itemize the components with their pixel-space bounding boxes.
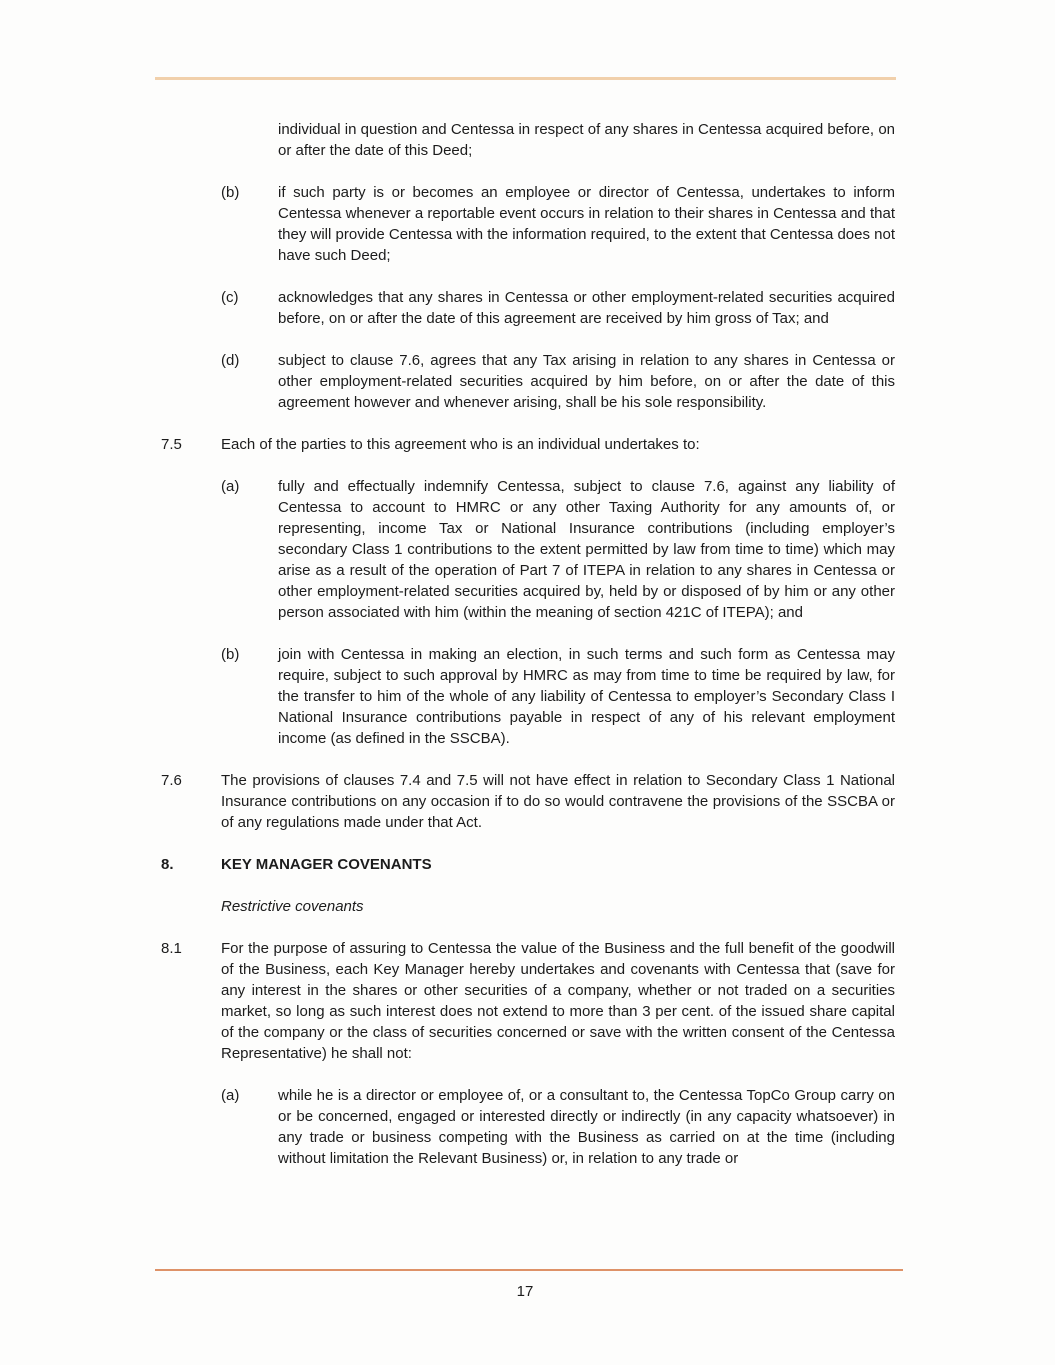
subclause-text: join with Centessa in making an election, in such terms and such form as Centessa may require, subject to such approval by HMRC as may from time to time be required by law, for the transfer to him of the whole of any liability of Centessa to employer’s Secondary Class I National Insurance contributions payable in respect of any of his relevant employment income (as defined in the SSCBA).	[278, 646, 895, 747]
paragraph-continuation	[278, 119, 895, 161]
subclause-label: (b)	[221, 184, 240, 201]
subclause-text: subject to clause 7.6, agrees that any Tax arising in relation to any shares in Centessa or other employment-related securities acquired by him before, on or after the date of this agreement however and whenever arising, shall be his sole responsibility.	[278, 352, 895, 411]
clause-text: Each of the parties to this agreement who is an individual undertakes to:	[221, 436, 700, 453]
subclause-label: (d)	[221, 352, 240, 369]
subclause-text: fully and effectually indemnify Centessa, subject to clause 7.6, against any liability of Centessa to account to HMRC or any other Taxing Authority for any amounts of, or representing, income Tax or National Insurance contributions (including employer’s secondary Class 1 contributions to the extent permitted by law from time to time) which may arise as a result of the operation of Part 7 of ITEPA in relation to any shares in Centessa or other employment-related securities acquired by, held by or disposed of by him or any other person associated with him (within the meaning of section 421C of ITEPA); and	[278, 478, 895, 621]
clause-8-1	[155, 938, 895, 1064]
subclause-b	[221, 182, 895, 266]
clause-number: 7.5	[161, 436, 182, 453]
section-title: KEY MANAGER COVENANTS	[221, 856, 432, 873]
subclause-b2	[221, 644, 895, 749]
subclause-text: while he is a director or employee of, or a consultant to, the Centessa TopCo Group carry on or be concerned, engaged or interested directly or indirectly (in any capacity whatsoever) in any trade or business competing with the Business as carried on at the time (including without limitation the Relevant Business) or, in relation to any trade or	[278, 1087, 895, 1167]
subclause-label: (c)	[221, 289, 239, 306]
subclause-text: if such party is or becomes an employee or director of Centessa, undertakes to inform Centessa whenever a reportable event occurs in relation to their shares in Centessa and that they will provide Centessa with the information required, to the extent that Centessa does not have such Deed;	[278, 184, 896, 264]
clause-number: 7.6	[161, 772, 182, 789]
clause-7-5	[155, 434, 895, 455]
clause-text: The provisions of clauses 7.4 and 7.5 will not have effect in relation to Secondary Class 1 National Insurance contributions on any occasion if to do so would contravene the provisions of the SSCBA or of any regulations made under that Act.	[221, 772, 895, 831]
subclause-label: (b)	[221, 646, 240, 663]
subclause-a	[221, 476, 895, 623]
subclause-d	[221, 350, 895, 413]
clause-7-6	[155, 770, 895, 833]
section-heading-8	[155, 854, 895, 875]
subheading-text: Restrictive covenants	[221, 898, 364, 915]
subheading-restrictive-covenants	[221, 896, 895, 917]
paragraph-text: individual in question and Centessa in respect of any shares in Centessa acquired before, on or after the date of this Deed;	[278, 121, 895, 159]
header-rule	[155, 77, 896, 80]
document-body	[155, 119, 895, 1190]
subclause-label: (a)	[221, 478, 240, 495]
clause-number: 8.1	[161, 940, 182, 957]
footer-rule	[155, 1269, 903, 1271]
page-number: 17	[516, 1283, 534, 1300]
subclause-c	[221, 287, 895, 329]
clause-text: For the purpose of assuring to Centessa the value of the Business and the full benefit of the goodwill of the Business, each Key Manager hereby undertakes and covenants with Centessa that (save for any interest in the shares or other securities of a company, whether or not traded on a securities market, so long as such interest does not extend to more than 3 per cent. of the issued share capital of the company or the class of securities concerned or save with the written consent of the Centessa Representative) he shall not:	[221, 940, 895, 1062]
subclause-label: (a)	[221, 1087, 240, 1104]
subclause-a2	[221, 1085, 895, 1169]
section-number: 8.	[161, 856, 174, 873]
subclause-text: acknowledges that any shares in Centessa or other employment-related securities acquired before, on or after the date of this agreement are received by him gross of Tax; and	[278, 289, 895, 327]
